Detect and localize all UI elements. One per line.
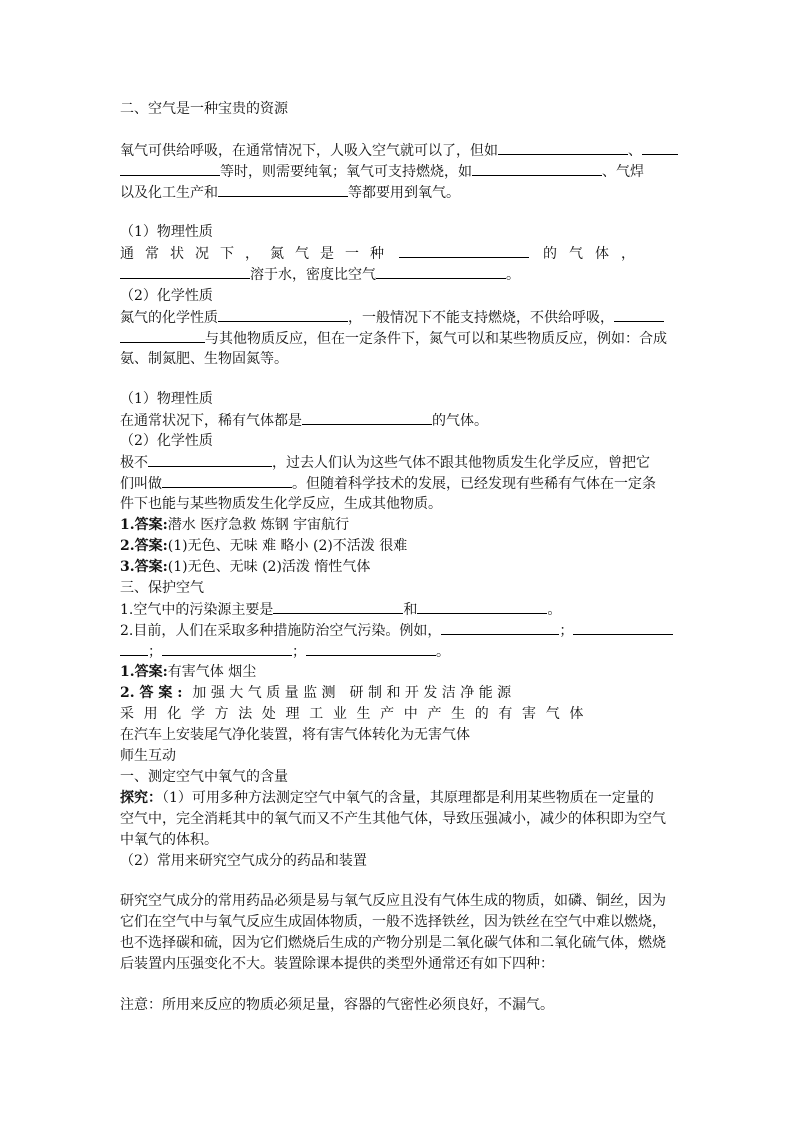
- sec3-answer-2-line-1: [120, 683, 511, 704]
- oxygen-line-1: [120, 140, 678, 162]
- noble-text: 们叫做: [120, 476, 162, 492]
- fill-blank[interactable]: [218, 307, 348, 322]
- noble-phys-line-1: [120, 410, 488, 432]
- answer-label: 2.答案:: [120, 538, 168, 554]
- answer-label: 3.答案:: [120, 559, 168, 575]
- noble-chem-line-1: [120, 452, 650, 474]
- fill-blank[interactable]: [162, 473, 292, 488]
- nitrogen-text: 溶于水，密度比空气: [250, 267, 376, 283]
- nitrogen-chem-line-3: 氨、制氮肥、生物固氮等。: [120, 351, 288, 367]
- paragraph-line-2: 它们在空气中与氧气反应生成固体物质，一般不选择铁丝，因为铁丝在空气中难以燃烧，: [120, 914, 666, 930]
- answer-3: [120, 557, 370, 578]
- paragraph-line-3: 也不选择碳和硫，因为它们燃烧后生成的产物分别是二氧化碳气体和二氧化硫气体，燃烧: [120, 935, 666, 951]
- question-text: ；: [292, 644, 306, 660]
- fill-blank[interactable]: [148, 452, 272, 467]
- noble-phys-title: （1）物理性质: [120, 391, 213, 407]
- explore-line-1: [120, 788, 654, 809]
- answer-label: 1.答案:: [120, 517, 168, 533]
- noble-text: 。但随着科学技术的发展，已经发现有些稀有气体在一定条: [292, 476, 656, 492]
- explore-line-2: 空气中，完全消耗其中的氧气而又不产生其他气体，导致压强减小，减少的体积即为空气: [120, 811, 666, 827]
- note-line: 注意：所用来反应的物质必须足量，容器的气密性必须良好，不漏气。: [120, 997, 554, 1013]
- nitrogen-text: 。: [506, 267, 520, 283]
- question-text: 和: [403, 602, 418, 618]
- nitrogen-chem-title: （2）化学性质: [120, 288, 213, 304]
- paragraph-line-1: 研究空气成分的常用药品必须是易与氧气反应且没有气体生成的物质，如磷、铜丝，因为: [120, 893, 666, 909]
- fill-blank[interactable]: [642, 140, 678, 155]
- sec3-answer-2-line-2: 采 用 化 学 方 法 处 理 工 业 生 产 中 产 生 的 有 害 气 体: [120, 706, 586, 722]
- noble-chem-title: （2）化学性质: [120, 433, 213, 449]
- noble-chem-line-2: [120, 473, 656, 495]
- explore-label: 探究：: [120, 790, 162, 806]
- fill-blank[interactable]: [120, 641, 148, 656]
- fill-blank[interactable]: [162, 641, 292, 656]
- nitrogen-chem-line-2: [120, 328, 667, 350]
- explore-text: （1）可用多种方法测定空气中氧气的含量，其原理都是利用某些物质在一定量的: [162, 790, 654, 806]
- nitrogen-chem-line-1: [120, 307, 664, 329]
- question-text: ；: [559, 623, 574, 639]
- oxygen-text: 氧气可供给呼吸，在通常情况下，人吸入空气就可以了，但如: [120, 143, 498, 159]
- paragraph-line-4: 后装置内压强变化不大。装置除课本提供的类型外通常还有如下四种：: [120, 956, 554, 972]
- answer-2: [120, 536, 407, 557]
- oxygen-text: 以及化工生产和: [120, 185, 218, 201]
- oxygen-text: 、气焊: [602, 164, 644, 180]
- nitrogen-text: 的气体，: [543, 246, 647, 262]
- fill-blank[interactable]: [441, 620, 559, 635]
- nitrogen-phys-line-2: [120, 264, 520, 286]
- noble-text: 在通常状况下，稀有气体都是: [120, 413, 302, 429]
- explore-line-4: （2）常用来研究空气成分的药品和装置: [120, 853, 367, 869]
- oxygen-text: 等时，则需要纯氧；氧气可支持燃烧，如: [220, 164, 472, 180]
- fill-blank[interactable]: [417, 599, 547, 614]
- oxygen-line-3: [120, 182, 460, 204]
- answer-text: 有害气体 烟尘: [167, 664, 257, 680]
- oxygen-text: 、: [628, 143, 642, 159]
- question-text: 1.空气中的污染源主要是: [120, 602, 274, 618]
- nitrogen-phys-title: （1）物理性质: [120, 224, 213, 240]
- section-3-title: 三、保护空气: [120, 580, 204, 596]
- nitrogen-phys-line-1: [120, 243, 673, 265]
- fill-blank[interactable]: [273, 599, 403, 614]
- noble-text: ，过去人们认为这些气体不跟其他物质发生化学反应，曾把它: [272, 455, 650, 471]
- answer-label: 2. 答 案 :: [120, 685, 183, 701]
- fill-blank[interactable]: [302, 410, 432, 425]
- fill-blank[interactable]: [399, 243, 529, 258]
- answer-text: (1)无色、无味 难 略小 (2)不活泼 很难: [167, 538, 408, 554]
- fill-blank[interactable]: [120, 161, 220, 176]
- noble-chem-line-3: 件下也能与某些物质发生化学反应，生成其他物质。: [120, 496, 442, 512]
- answer-text: (1)无色、无味 (2)活泼 惰性气体: [167, 559, 371, 575]
- nitrogen-text: 通常状况下，氮气是一种: [120, 246, 395, 262]
- explore-line-3: 中氧气的体积。: [120, 832, 218, 848]
- oxygen-line-2: [120, 161, 644, 183]
- sec3-answer-1: [120, 662, 256, 683]
- question-text: 2.目前，人们在采取多种措施防治空气污染。例如，: [120, 623, 442, 639]
- fill-blank[interactable]: [498, 140, 628, 155]
- nitrogen-text: ，一般情况下不能支持燃烧，不供给呼吸，: [348, 310, 614, 326]
- answer-text: 加 强 大 气 质 量 监 测 研 制 和 开 发 洁 净 能 源: [192, 685, 512, 701]
- fill-blank[interactable]: [120, 264, 250, 279]
- answer-text: 潜水 医疗急救 炼钢 宇宙航行: [167, 517, 350, 533]
- noble-text: 的气体。: [432, 413, 488, 429]
- sec3-question-2: [120, 620, 673, 642]
- question-text: ；: [148, 644, 162, 660]
- question-text: 。: [436, 644, 450, 660]
- sec3-question-1: [120, 599, 561, 621]
- interaction-title: 师生互动: [120, 748, 176, 764]
- fill-blank[interactable]: [376, 264, 506, 279]
- noble-text: 极不: [120, 455, 148, 471]
- fill-blank[interactable]: [614, 307, 664, 322]
- fill-blank[interactable]: [306, 641, 436, 656]
- fill-blank[interactable]: [573, 620, 673, 635]
- fill-blank[interactable]: [218, 182, 348, 197]
- interaction-subtitle-1: 一、测定空气中氧气的含量: [120, 769, 288, 785]
- oxygen-text: 等都要用到氧气。: [348, 185, 460, 201]
- sec3-answer-2-line-3: 在汽车上安装尾气净化装置，将有害气体转化为无害气体: [120, 727, 470, 743]
- nitrogen-text: 与其他物质反应，但在一定条件下，氮气可以和某些物质反应，例如：合成: [205, 331, 667, 347]
- fill-blank[interactable]: [472, 161, 602, 176]
- question-text: 。: [547, 602, 562, 618]
- section-2-title: 二、空气是一种宝贵的资源: [120, 101, 288, 117]
- nitrogen-text: 氮气的化学性质: [120, 310, 218, 326]
- answer-label: 1.答案:: [120, 664, 168, 680]
- sec3-question-2-cont: [120, 641, 450, 663]
- answer-1: [120, 515, 349, 536]
- fill-blank[interactable]: [120, 328, 205, 343]
